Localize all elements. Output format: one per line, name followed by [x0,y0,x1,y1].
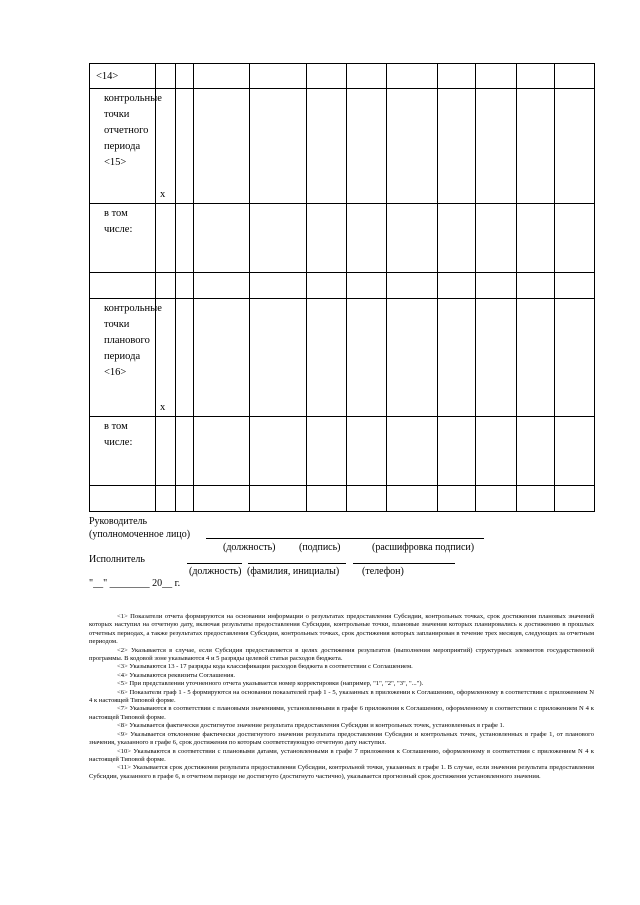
table-cell [347,486,387,512]
table-cell [250,89,307,204]
table-cell [194,486,250,512]
table-row [90,273,595,299]
table-cell [555,417,595,486]
table-cell [517,64,555,89]
footnote: <11> Указывается срок достижения результата предоставления Субсидии, контрольной точки, указанных в графе 1. В случае, если значения результата предоставления Субсидии, указанного в графе 6, в отчетном периоде не достигнуто (достигнуто частично), указывается прогнозный срок достижения установленного значения. [89,764,594,780]
table-cell [555,64,595,89]
table-cell [250,204,307,273]
footnote: <7> Указываются в соответствии с плановыми значениями, установленными в графе 6 приложения к Соглашению, оформленному в соответствии с приложением N 4 к настоящей Типовой форме. [89,705,594,721]
row-mark: x [160,189,166,200]
row-label-cell [90,486,156,512]
row-label-cell [90,273,156,299]
date-line: "__" ________ 20__ г. [89,578,181,589]
table-cell [250,64,307,89]
footnote: <1> Показатели отчета формируются на основании информации о результатах предоставления Субсидии, контрольных точках, срок достижения плановых значений которых наступил на отчетную дату, включая результаты предоставления Субсидии, контрольные точки, плановые значения которых планировались к достижению в прошлых отчетных периодах, а также результатах предоставления Субсидии, контрольных точках, срок достижения которых запланирован в течение трех месяцев, следующих за отчетным периодом. [89,613,594,646]
row-label-cell: контрольные точки планового периода <16> [90,299,156,417]
table-cell [517,486,555,512]
row-mark: x [160,402,166,413]
row-mark-cell [156,64,176,89]
table-cell [176,486,194,512]
table-cell [555,273,595,299]
footnote: <3> Указываются 13 - 17 разряды кода классификации расходов бюджета в соответствии с Соглашением. [117,663,413,671]
table-cell [347,417,387,486]
table-row [90,204,595,273]
table-cell [250,486,307,512]
table-cell [307,273,347,299]
table-cell [387,273,438,299]
table-cell [476,204,517,273]
footnote: <9> Указывается отклонение фактически достигнутого значения результата предоставления Субсидии и контрольных точек, установленных в графе 1, от планового значения, указанного в графе 6, срок достижения по которым соответствующую отчетную дату наступил. [89,730,594,747]
table-cell [438,299,476,417]
table-cell [194,273,250,299]
table-cell [307,417,347,486]
footnote: <6> Показатели граф 1 - 5 формируются на основании показателей граф 1 - 5, указанных в приложении к Соглашению, оформленному в соответствии с приложением N 4 к настоящей Типовой форме. [89,688,594,705]
table-cell [555,299,595,417]
table-cell [307,89,347,204]
table-cell [347,299,387,417]
executor-phone-caption: (телефон) [362,566,404,577]
table-cell [438,486,476,512]
table-row [90,64,595,89]
table-cell [387,417,438,486]
table-cell [347,89,387,204]
row-label-cell: в том числе: [90,204,156,273]
executor-phone-line [353,563,455,564]
table-cell [387,89,438,204]
row-mark-cell [156,273,176,299]
table-cell [476,64,517,89]
footnote: <4> Указываются реквизиты Соглашения. [117,671,236,679]
row-label-cell: в том числе: [90,417,156,486]
table-cell [176,204,194,273]
executor-position-caption: (должность) [189,566,242,577]
table-cell [176,273,194,299]
table-cell [517,417,555,486]
table-cell [194,64,250,89]
table-cell [347,273,387,299]
table-cell [517,89,555,204]
row-mark-cell [156,204,176,273]
table-cell [176,417,194,486]
table-cell [438,64,476,89]
table-cell [194,204,250,273]
head-label-2: (уполномоченное лицо) [89,529,191,540]
row-mark-cell [156,486,176,512]
table-cell [307,204,347,273]
table-row [90,486,595,512]
executor-name-caption: (фамилия, инициалы) [247,566,340,577]
table-cell [307,299,347,417]
table-cell [250,417,307,486]
row-label-cell: <14> [90,64,156,89]
table-row [90,89,595,204]
footnote: <8> Указывается фактически достигнутое значение результата предоставления Субсидии и контрольных точек, установленных в графе 1. [117,722,505,730]
head-decoding-caption: (расшифровка подписи) [372,542,475,553]
table-cell [438,273,476,299]
table-cell [517,273,555,299]
table-row [90,299,595,417]
table-cell [250,273,307,299]
footnote: <5> При представлении уточненного отчета указывается номер корректировки (например, "1", "2", "3", "..."). [117,680,424,688]
table-cell [194,89,250,204]
table-cell [250,299,307,417]
table-cell [194,417,250,486]
table-cell [387,486,438,512]
table-cell [387,299,438,417]
head-label: Руководитель [89,516,148,527]
table-row [90,417,595,486]
executor-position-line [187,563,242,564]
table-cell [476,486,517,512]
table-cell [194,299,250,417]
head-position-caption: (должность) [223,542,276,553]
table-cell [555,204,595,273]
row-mark-cell [156,417,176,486]
table-cell [347,64,387,89]
table-cell [555,486,595,512]
table-cell [307,64,347,89]
table-cell [476,273,517,299]
executor-name-line [248,563,346,564]
row-label-cell: контрольные точки отчетного периода <15> [90,89,156,204]
footnote: <10> Указываются в соответствии с плановыми датами, установленными в графе 7 приложения к Соглашению, оформленному в соответствии с приложением N 4 к настоящей Типовой форме. [89,747,594,763]
head-signature-caption: (подпись) [299,542,341,553]
table-cell [438,417,476,486]
table-cell [347,204,387,273]
table-cell [555,89,595,204]
table-cell [517,204,555,273]
table-cell [476,299,517,417]
footnotes [89,613,594,781]
table-cell [438,204,476,273]
table-cell [387,64,438,89]
table-cell [307,486,347,512]
table-cell [517,299,555,417]
executor-label: Исполнитель [89,554,145,565]
table-cell [387,204,438,273]
table-cell [176,299,194,417]
table-cell [176,64,194,89]
head-signature-line [206,538,484,539]
table-cell [476,89,517,204]
table-cell [476,417,517,486]
table-cell [438,89,476,204]
report-table [89,63,595,512]
footnote: <2> Указывается в случае, если Субсидия предоставляется в целях достижения результатов (выполнения мероприятий) структурных элементов государственной программы. В кодовой зоне указываются 4 и 5 разряды целевой статьи расходов бюджета. [89,646,594,663]
